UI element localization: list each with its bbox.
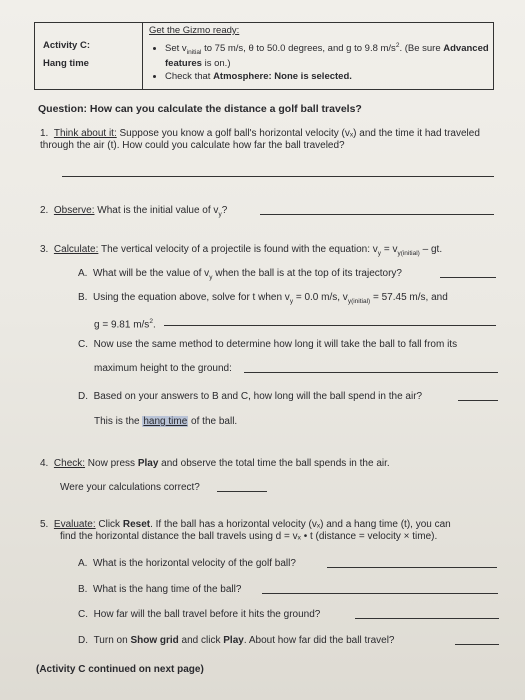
activity-subtitle: Hang time xyxy=(43,58,89,69)
gizmo-setup-title: Get the Gizmo ready: xyxy=(149,25,240,36)
answer-line-3d[interactable] xyxy=(458,400,498,401)
question-2: 2. Observe: What is the initial value of $v_y$? xyxy=(40,205,228,218)
activity-title: Activity C: xyxy=(43,40,90,51)
setup-list xyxy=(149,40,489,83)
answer-line-5b[interactable] xyxy=(262,593,498,594)
question-4-line2: Were your calculations correct? xyxy=(60,482,200,493)
answer-line-2[interactable] xyxy=(260,214,494,215)
question-3d-line2: This is the hang time of the ball. xyxy=(94,416,238,427)
question-5c: C. How far will the ball travel before it hits the ground? xyxy=(78,609,321,620)
setup-item-1: • Set $v_{initial}$ to 75 m/s, θ to 50.0 degrees, and g to 9.8 $m/s^2$. (Be sure Advanced features is on.) xyxy=(165,40,489,70)
question-3d: D. Based on your answers to B and C, how long will the ball spend in the air? xyxy=(78,391,423,402)
answer-line-3c[interactable] xyxy=(244,372,498,373)
answer-line-5a[interactable] xyxy=(327,567,497,568)
activity-label-cell xyxy=(35,23,143,89)
answer-line-3b[interactable] xyxy=(164,325,496,326)
question-3a: A. What will be the value of $v_y$ when the ball is at the top of its trajectory? xyxy=(78,268,402,281)
hang-time-highlight: hang time xyxy=(143,416,188,427)
question-5b: B. What is the hang time of the ball? xyxy=(78,584,242,595)
answer-line-3a[interactable] xyxy=(440,277,496,278)
setup-item-2: • Check that Atmosphere: None is selected. xyxy=(165,71,489,83)
answer-line-5d[interactable] xyxy=(455,644,499,645)
answer-line-5c[interactable] xyxy=(355,618,499,619)
question-3c: C. Now use the same method to determine how long it will take the ball to fall from its xyxy=(78,339,458,350)
answer-line-1[interactable] xyxy=(62,176,494,177)
question-3b-line2: g = 9.81 $m/s^2$. xyxy=(94,318,156,331)
question-3b: B. Using the equation above, solve for t when $v_y = 0.0$ m/s, $v_{y(initial)} = 57.45$ m/s, and xyxy=(78,292,448,305)
question-3c-line2: maximum height to the ground: xyxy=(94,363,232,374)
question-5: 5. Evaluate: Click Reset. If the ball has a horizontal velocity (vₓ) and a hang time (t), you can xyxy=(40,519,451,530)
gizmo-setup-cell xyxy=(149,25,489,83)
question-5-line2: find the horizontal distance the ball travels using d = vₓ • t (distance = velocity × time). xyxy=(60,531,438,542)
continued-note: (Activity C continued on next page) xyxy=(36,664,204,675)
question-1: 1. Think about it: Suppose you know a golf ball's horizontal velocity (vₓ) and the time it had traveled through the air (t). How could you calculate how far the ball traveled? xyxy=(40,128,480,151)
activity-header-box xyxy=(34,22,494,90)
question-4: 4. Check: Now press Play and observe the total time the ball spends in the air. xyxy=(40,458,390,469)
answer-line-4[interactable] xyxy=(217,491,267,492)
main-question: Question: How can you calculate the distance a golf ball travels? xyxy=(38,103,362,115)
question-5a: A. What is the horizontal velocity of the golf ball? xyxy=(78,558,296,569)
question-5d: D. Turn on Show grid and click Play. About how far did the ball travel? xyxy=(78,635,395,646)
question-3: 3. Calculate: The vertical velocity of a projectile is found with the equation: $v_y = v_{y(initial)}$ – gt. xyxy=(40,244,443,257)
